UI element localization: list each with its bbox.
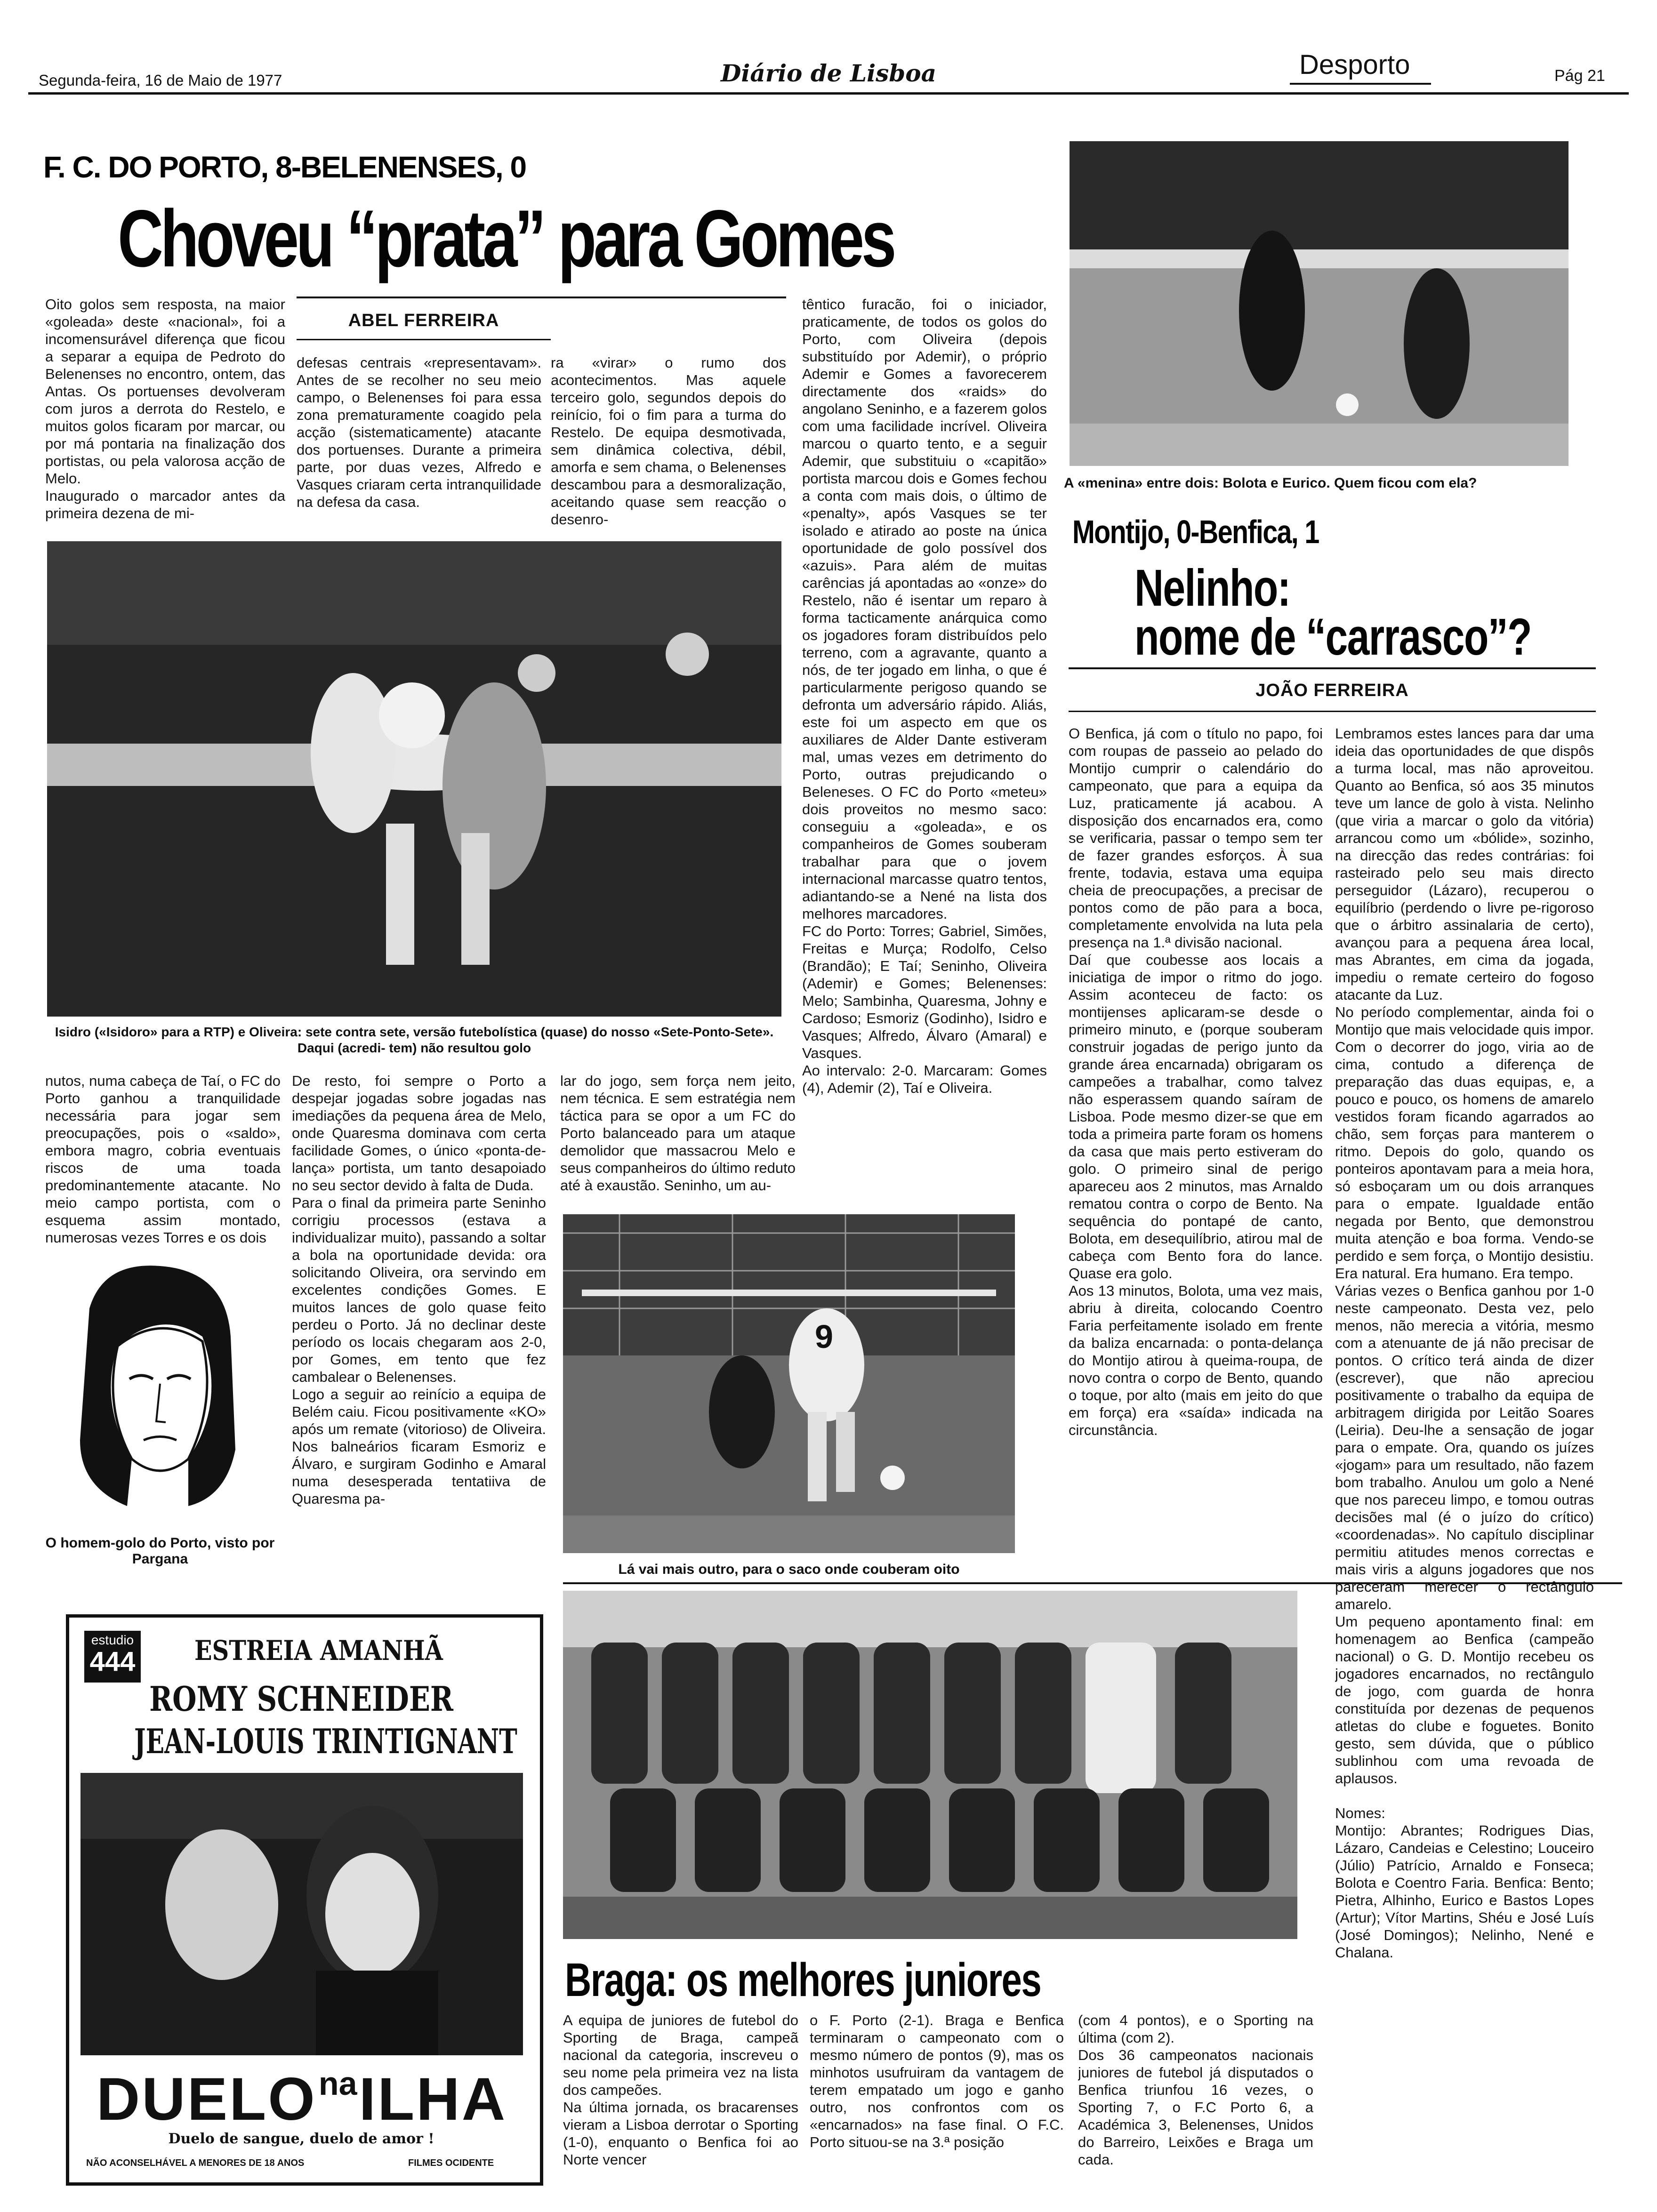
logo-label: estudio [91, 1633, 134, 1647]
ad-premiere: ESTREIA AMANHÃ [194, 1635, 443, 1667]
section-underline [1290, 83, 1431, 85]
porto-byline: ABEL FERREIRA [348, 311, 499, 330]
porto-byline-rule [297, 297, 786, 298]
masthead: Diário de Lisboa [720, 59, 937, 87]
porto-col4: têntico furacão, foi o iniciador, praticamente, de todos os golos do Porto, com Oliveira (depois substituído por Ademir), o próprio Ademir e Gomes a favorecerem directamente dos «raids» do angolano Seninho, e a fazerem golos com uma facilidade incrível. Oliveira marcou o quarto tento, e a seguir Ademir, que substituiu o «capitão» portista marcou dois e Gomes fechou a conta com mais dois, o último de «penalty», após Vasques se ter isolado e atirado ao poste na única oportunidade de golo possível dos «azuis». Para além de muitas carências já apontadas ao «onze» do Restelo, não é isentar um reparo à forma tacticamente anárquica como os jogadores foram distribuídos pelo terreno, com a agravante, quanto a nós, de ter jogado em linha, o que é particularmente perigoso quando se defronta um adversário rápido. Aliás, este foi um aspecto em que os auxiliares de Alder Dante estiveram mal, umas vezes em detrimento do Porto, outras prejudicando o Beleneses. O FC do Porto «meteu» dois proveitos no mesmo saco: conseguiu a «goleada», e os companheiros de Gomes souberam trabalhar para que o jovem internacional marcasse quatro tentos, adiantando-se a Nené na lista dos melhores marcadores. FC do Porto: Torres; Gabriel, Simões, Freitas e Murça; Rodolfo, Celso (Brandão); E Taí; Seninho, Oliveira (Ademir) e Gomes; Belenenses: Melo; Sambinha, Quaresma, Johny e Cardoso; Esmoriz (Godinho), Isidro e Vasques; Alfredo, Álvaro (Amaral) e Vasques. Ao intervalo: 2-0. Marcaram: Gomes (4), Ademir (2), Taí e Oliveira. [802, 296, 1047, 1096]
montijo-headline-line1: Nelinho: [1134, 559, 1290, 617]
montijo-byline: JOÃO FERREIRA [1255, 681, 1409, 700]
montijo-col2: Lembramos estes lances para dar uma ideia das oportunidades de que dispôs a turma local, mas não aproveitou. Quanto ao Benfica, só aos 35 minutos teve um lance de golo à vista. Nelinho (que viria a marcar o golo da vitória) arrancou como um «bólide», sozinho, na direcção das redes contrárias: foi rasteirado pelo seu mais directo perseguidor (Lázaro), recuperou o equilíbrio (perdendo o livre pe-rigoroso que o árbitro assinalaria de certo), avançou para a pequena área local, mas Abrantes, em cima da jogada, impediu o remate certeiro do fogoso atacante da Luz. No período complementar, ainda foi o Montijo que mais velocidade quis impor. Com o decorrer do jogo, viria ao de cima, contudo a diferença de preparação das duas equipas, e, a pouco e pouco, os homens de amarelo vestidos foram ficando agarrados ao chão, sem forças para manterem o ritmo. Depois do golo, quando os ponteiros apontavam para a meia hora, só esboçaram um ou dois arranques para o empate. Igualdade então negada por Bento, que demonstrou muita atenção e boa forma. Vendo-se perdido e sem força, o Montijo desistiu. Era natural. Era humano. Era tempo. Várias vezes o Benfica ganhou por 1-0 neste campeonato. Desta vez, pelo menos, não merecia a vitória, mesmo com a atenuante de já não precisar de pontos. O crítico terá ainda de dizer (escrever), que não apreciou positivamente o trabalho da equipa de arbitragem dirigida por Leitão Soares (Leiria). Deu-lhe a sensação de jogar para o empate. Ora, quando os juízes «jogam» para um resultado, não fazem bom trabalho. Anulou um golo a Nené que nos pareceu limpo, e tomou outras decisões mal (é o juízo do crítico) «coordenadas». No capítulo disciplinar permitiu atitudes menos correctas e mais viris a alguns jogadores que nos pareceram merecer o rectângulo amarelo. Um pequeno apontamento final: em homenagem ao Benfica (campeão nacional) o G. D. Montijo recebeu os jogadores encarnados, no rectângulo de jogo, com guarda de honra constituída por dezenas de pequenos atletas do clube e foguetes. Bonito gesto, sem dúvida, que o público sublinhou com uma revoada de aplausos. Nomes: Montijo: Abrantes; Rodrigues Dias, Lázaro, Candeias e Celestino; Louceiro (Júlio) Patrício, Arnaldo e Fonseca; Bolota e Coentro Faria. Benfica: Bento; Pietra, Alhinho, Eurico e Bastos Lopes (Artur); Vítor Martins, Shéu e José Luís (José Domingos); Nelinho, Nené e Chalana. [1335, 725, 1594, 1961]
porto-photo1-caption: Isidro («Isidoro» para a RTP) e Oliveira: sete contra sete, versão futebolística (quase) do nosso «Sete-Ponto-Sete». Daqui (acredi- tem) não resultou golo [55, 1025, 774, 1055]
ad-rating: NÃO ACONSELHÁVEL A MENORES DE 18 ANOS [86, 2158, 305, 2168]
ad-film-still [80, 1773, 523, 2055]
player-shirt-number: 9 [815, 1318, 833, 1355]
porto-col2: defesas centrais «representavam». Antes de se recolher no seu meio campo, o Belenenses foi para essa zona prematuramente coagido pela acção (sistematicamente) atacante dos portuenses. Durante a primeira parte, por duas vezes, Alfredo e Vasques criaram certa intranquilidade na defesa da casa. [297, 354, 541, 510]
montijo-byline-rule-bottom [1069, 711, 1596, 712]
porto-lower-col2: De resto, foi sempre o Porto a despejar jogadas sobre jogadas nas imediações da pequena área de Melo, onde Quaresma dominava com certa facilidade Gomes, o único «ponta-de-lança» portista, um tanto desapoiado no seu sector devido à falta de Duda. Para o final da primeira parte Seninho corrigiu processos (estava a individualizar muito), passando a soltar a bola na oportunidade devida: ora solicitando Oliveira, ora servindo em excelentes condições Gomes. E muitos lances de golo quase feito perdeu o Porto. Já no declinar deste período os locais chegaram aos 2-0, por Gomes, em tento que fez cambalear o Belenenses. Logo a seguir ao reinício a equipa de Belém caiu. Ficou positivamente «KO» após um remate (vitorioso) de Oliveira. Nos balneários ficaram Esmoriz e Álvaro, e surgiram Godinho e Amaral numa desesperada tentatiiva de Quaresma pa- [292, 1073, 546, 1507]
montijo-headline-line2: nome de “carrasco”? [1134, 608, 1531, 666]
porto-byline-rule-bottom [297, 339, 551, 340]
page-date: Segunda-feira, 16 de Maio de 1977 [39, 72, 282, 89]
page-number: Pág 21 [1554, 67, 1605, 85]
logo-number: 444 [89, 1646, 136, 1677]
braga-col3: (com 4 pontos), e o Sporting na última (com 2). Dos 36 campeonatos nacionais juniores de futebol já disputados o Benfica triunfou 16 vezes, o Sporting 7, o F.C Porto 6, a Académica 3, Belenenses, Unidos do Barreiro, Leixões e Braga um cada. [1078, 2012, 1313, 2168]
porto-kicker: F. C. DO PORTO, 8-BELENENSES, 0 [43, 150, 526, 184]
porto-lower-col1: nutos, numa cabeça de Taí, o FC do Porto ganhou a tranquilidade necessária para jogar sem preocupações, pois o «saldo», embora magro, cobria eventuais riscos de uma toada predominantemente atacante. No meio campo portista, com o esquema assim montado, numerosas vezes Torres e os dois [45, 1073, 281, 1246]
cartoon-portrait [47, 1252, 268, 1515]
porto-photo-isidro-oliveira [47, 541, 781, 1017]
braga-team-photo [563, 1591, 1297, 1939]
cartoon-caption: O homem-golo do Porto, visto por Pargana [45, 1535, 275, 1567]
title-part-duelo: DUELO [96, 2066, 317, 2133]
braga-headline: Braga: os melhores juniores [565, 1954, 1041, 2006]
ad-actor1: ROMY SCHNEIDER [149, 1679, 453, 1719]
section-title: Desporto [1299, 49, 1410, 80]
ad-distributor: FILMES OCIDENTE [408, 2158, 494, 2168]
porto-headline: Choveu “prata” para Gomes [118, 193, 894, 284]
ad-actor2: JEAN-LOUIS TRINTIGNANT [134, 1721, 517, 1761]
porto-col3: ra «virar» o rumo dos acontecimentos. Mas aquele terceiro golo, segundos depois do reinício, foi o fim para a turma do Restelo. De equipa desmotivada, sem dinâmica colectiva, débil, amorfa e sem chama, o Belenenses descambou para a desmoralização, aceitando quase sem reacção o desenro- [551, 354, 786, 528]
montijo-kicker: Montijo, 0-Benfica, 1 [1072, 513, 1319, 550]
braga-col2: o F. Porto (2-1). Braga e Benfica terminaram o campeonato com o mesmo número de pontos (9), mas os minhotos usufruiram da vantagem de terem empatado um jogo e ganho outro, nos confrontos com os «encarnados» na fase final. O F.C. Porto situou-se na 3.ª posição [810, 2012, 1064, 2150]
montijo-photo [1070, 141, 1569, 466]
cinema-ad [66, 1614, 543, 2186]
ad-tagline: Duelo de sangue, duelo de amor ! [168, 2131, 434, 2147]
porto-lower-col3: lar do jogo, sem força nem jeito, nem técnica. E sem estratégia nem táctica para se opor a um FC do Porto balanceado para um ataque demolidor que massacrou Melo e seus companheiros do último reduto até à exaustão. Seninho, um au- [560, 1073, 796, 1194]
montijo-byline-rule [1069, 667, 1596, 669]
title-part-na: na [318, 2065, 357, 2102]
porto-photo2-caption: Lá vai mais outro, para o saco onde couberam oito [618, 1562, 960, 1577]
title-part-ilha: ILHA [359, 2066, 507, 2133]
header-rule [28, 92, 1629, 95]
ad-film-title [80, 2065, 523, 2133]
montijo-col1: O Benfica, já com o título no papo, foi com roupas de passeio ao pelado do Montijo cumprir o calendário do campeonato, que para a equipa da Luz, praticamente já acabou. A disposição dos encarnados era, como se verificaria, passar o tempo sem ter de fazer grandes esforços. À sua frente, todavia, estava uma equipa cheia de preocupações, a precisar de pontos como de pão para a boca, completamente envolvida na luta pela presença na 1.ª divisão nacional. Daí que coubesse aos locais a iniciatiga de impor o ritmo do jogo. Assim aconteceu de facto: os montijenses aplicaram-se desde o primeiro minuto, e (porque souberam construir jogadas de perigo junto da grande área encarnada) obrigaram os campeões a trabalhar, como talvez não esperassem quando saíram de Lisboa. Pode mesmo dizer-se que em toda a primeira parte foram os homens da casa que mais perto estiveram do golo. O primeiro sinal de perigo apareceu aos 2 minutos, mas Arnaldo rematou contra o corpo de Bento. Na sequência do pontapé de canto, Bolota, em desequilíbrio, atirou mal de cabeça com Bento fora do lance. Quase era golo. Aos 13 minutos, Bolota, uma vez mais, abriu à direita, colocando Coentro Faria perfeitamente isolado em frente da baliza encarnada: o ponta-delança do Montijo atirou à queima-roupa, de novo contra o corpo de Bento, quando o toque, por alto (mais em jeito do que em força) era «saída» indicada na circunstância. [1069, 725, 1323, 1438]
braga-col1: A equipa de juniores de futebol do Sporting de Braga, campeã nacional da categoria, inscreveu o seu nome pela primeira vez na lista dos campeões. Na última jornada, os bracarenses vieram a Lisboa derrotar o Sporting (1-0), enquanto o Benfica foi ao Norte vencer [563, 2012, 798, 2168]
porto-col1: Oito golos sem resposta, na maior «goleada» deste «nacional», foi a incomensurável diferença que ficou a separar a equipa de Pedroto do Belenenses no encontro, ontem, das Antas. Os portuenses devolveram com juros a derrota do Restelo, e muitos golos ficaram por marcar, ou por má pontaria na finalização dos portistas, ou pela valorosa acção de Melo. Inaugurado o marcador antes da primeira dezena de mi- [45, 296, 285, 521]
montijo-photo-caption: A «menina» entre dois: Bolota e Eurico. Quem ficou com ela? [1064, 475, 1477, 491]
estudio-444-logo [84, 1631, 141, 1683]
porto-photo-goal [563, 1214, 1015, 1553]
